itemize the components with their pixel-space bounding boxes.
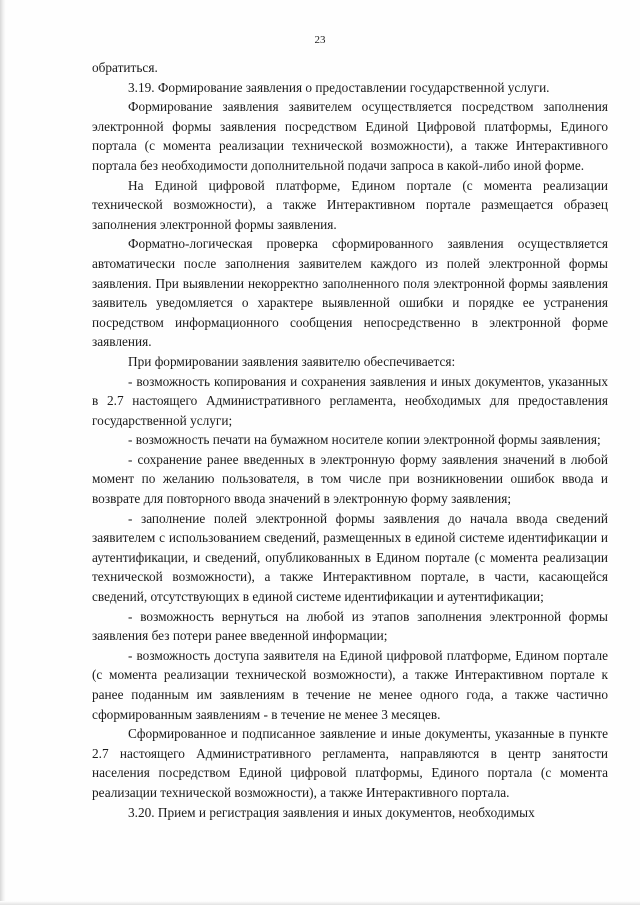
section-heading: 3.20. Прием и регистрация заявления и иных документов, необходимых <box>128 804 535 820</box>
page-number: 23 <box>314 34 326 46</box>
paragraph: На Единой цифровой платформе, Едином портале (с момента реализации технической возможности), а также Интерактивном портале размещается образец заполнения электронной формы заявления. <box>92 177 608 232</box>
list-item: - заполнение полей электронной формы заявления до начала ввода сведений заявителем с использованием сведений, размещенных в единой системе идентификации и аутентификации, и сведений, опубликованных в Едином портале (с момента реализации технической возможности), а также Интерактивном портале, в части, касающейся сведений, отсутствующих в единой системе идентификации и аутентификации; <box>92 510 608 605</box>
list-item: - возможность доступа заявителя на Единой цифровой платформе, Едином портале (с момента реализации технической возможности), а также Интерактивном портале к ранее поданным им заявлениям в течение не менее одного года, а также частично сформированным заявлениям - в течение не менее 3 месяцев. <box>92 647 608 722</box>
section-heading: 3.19. Формирование заявления о предоставлении государственной услуги. <box>128 79 550 95</box>
list-item: - сохранение ранее введенных в электронную форму заявления значений в любой момент по желанию пользователя, в том числе при возникновении ошибок ввода и возврате для повторного ввода значений в электронную форму заявления; <box>92 451 608 507</box>
document-body <box>92 58 608 822</box>
list-item: - возможность печати на бумажном носителе копии электронной формы заявления; <box>128 432 601 448</box>
scan-edge-shadow <box>0 0 6 905</box>
paragraph: При формировании заявления заявителю обеспечивается: <box>128 353 456 369</box>
paragraph: Формирование заявления заявителем осуществляется посредством заполнения электронной формы заявления посредством Единой Цифровой платформы, Единого портала (с момента реализации технической возможности), а также Интерактивного портала без необходимости дополнительной подачи запроса в какой-либо иной форме. <box>92 99 608 173</box>
list-item: - возможность вернуться на любой из этапов заполнения электронной формы заявления без потери ранее введенной информации; <box>92 608 608 644</box>
scan-bottom-shadow <box>0 901 640 905</box>
paragraph: Сформированное и подписанное заявление и иные документы, указанные в пункте 2.7 настоящего Административного регламента, направляются в центр занятости населения посредством Единой цифровой платформы, Единого портала (с момента реализации технической возможности), а также Интерактивного портала. <box>92 726 608 800</box>
paragraph: Форматно-логическая проверка сформированного заявления осуществляется автоматически после заполнения заявителем каждого из полей электронной формы заявления. При выявлении некорректно заполненного поля электронной формы заявления заявитель уведомляется о характере выявленной ошибки и порядке ее устранения посредством информационного сообщения непосредственно в электронной форме заявления. <box>92 236 608 350</box>
list-item: - возможность копирования и сохранения заявления и иных документов, указанных в 2.7 настоящего Административного регламента, необходимых для предоставления государственной услуги; <box>92 373 608 428</box>
paragraph: обратиться. <box>92 60 158 75</box>
